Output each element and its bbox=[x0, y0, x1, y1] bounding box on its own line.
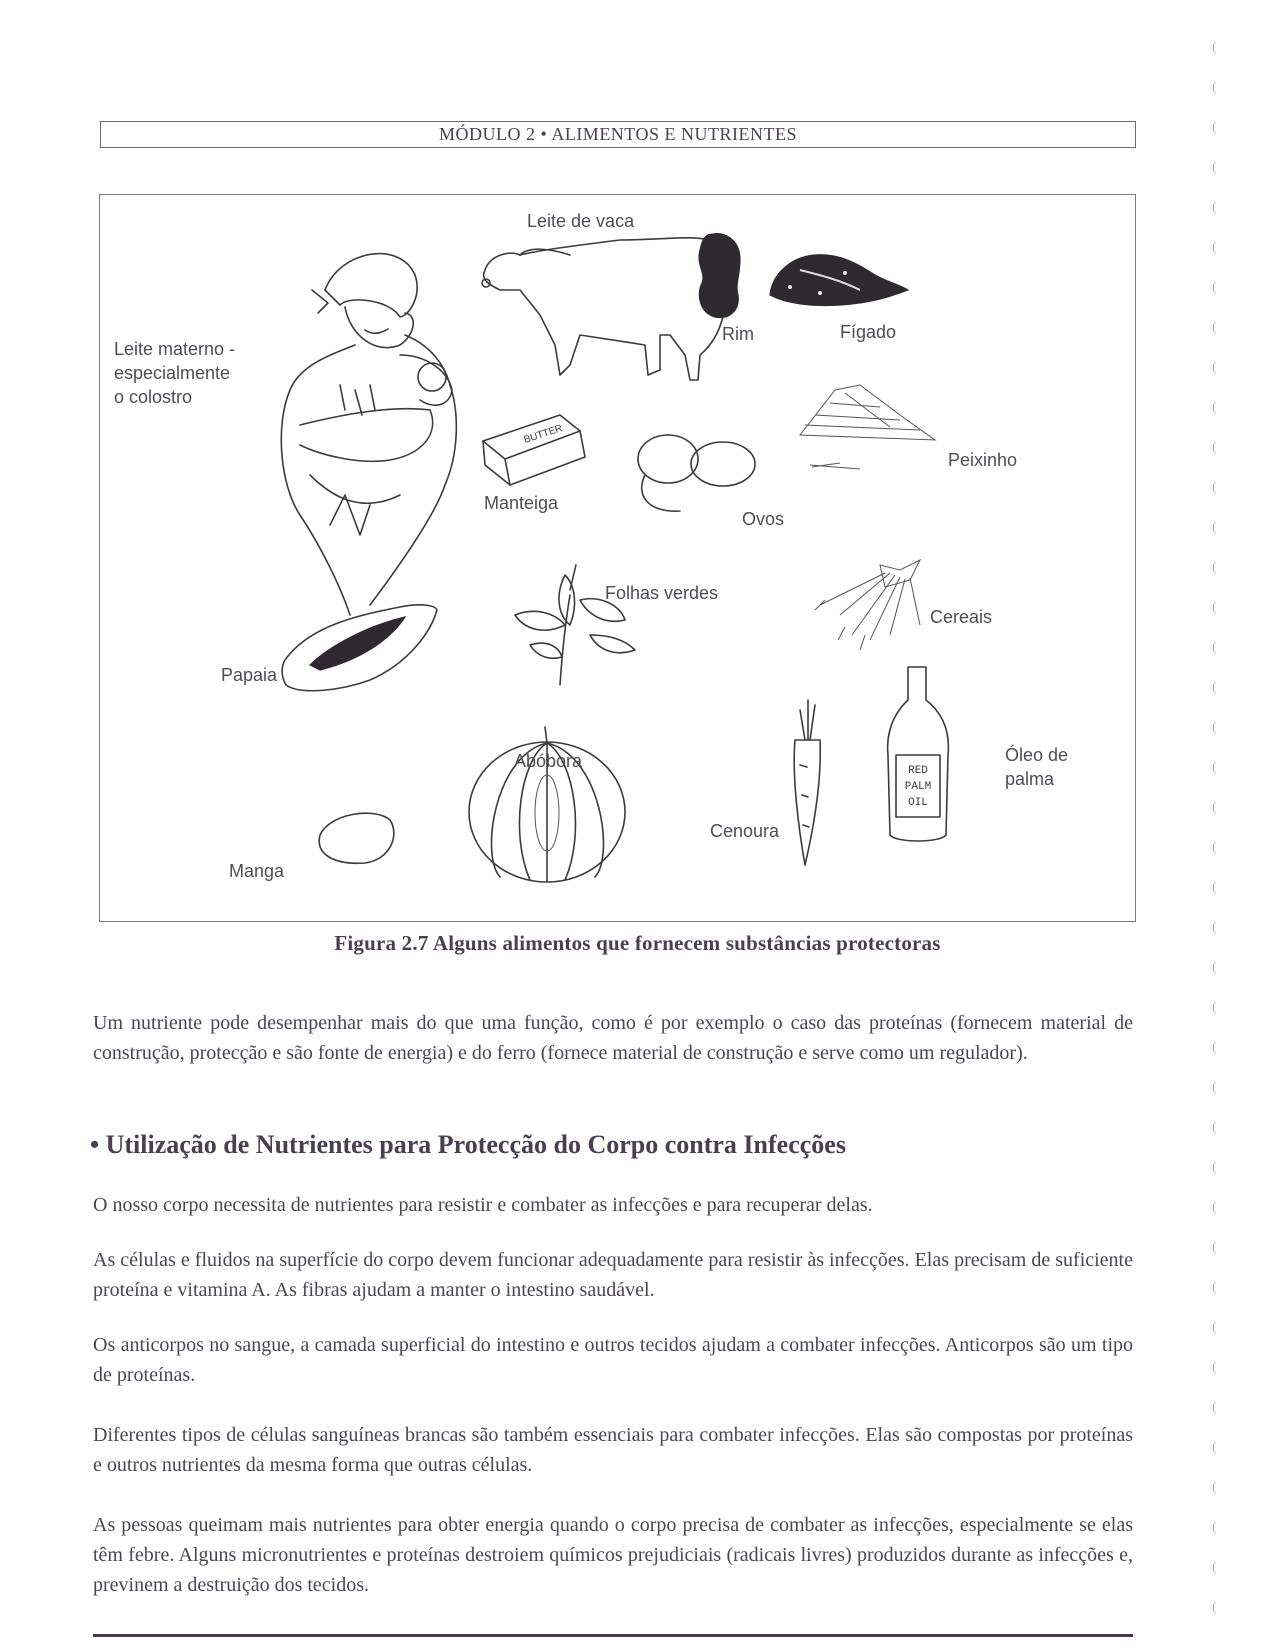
label-breast-milk bbox=[114, 337, 235, 409]
margin-mark: ( bbox=[1212, 1120, 1217, 1135]
margin-mark: ( bbox=[1212, 520, 1217, 535]
margin-mark: ( bbox=[1212, 160, 1217, 175]
margin-mark: ( bbox=[1212, 280, 1217, 295]
figure-drawings bbox=[100, 195, 1137, 923]
label-palm-oil-line-2: palma bbox=[1005, 769, 1055, 789]
margin-mark: ( bbox=[1212, 920, 1217, 935]
margin-mark: ( bbox=[1212, 1280, 1217, 1295]
label-papaya: Papaia bbox=[221, 665, 278, 685]
palm-oil-bottle-illustration bbox=[888, 667, 949, 841]
cereals-illustration bbox=[815, 560, 920, 650]
margin-mark: ( bbox=[1212, 200, 1217, 215]
label-butter: Manteiga bbox=[484, 493, 559, 513]
margin-mark: ( bbox=[1212, 840, 1217, 855]
margin-mark: ( bbox=[1212, 1160, 1217, 1175]
margin-mark: ( bbox=[1212, 400, 1217, 415]
module-header bbox=[100, 121, 1136, 148]
papaya-illustration bbox=[282, 605, 437, 691]
margin-mark: ( bbox=[1212, 480, 1217, 495]
mango-illustration bbox=[319, 813, 394, 863]
label-kidney: Rim bbox=[722, 324, 754, 344]
bottle-label-palm: PALM bbox=[904, 781, 932, 793]
butter-illustration bbox=[483, 415, 585, 485]
label-carrot: Cenoura bbox=[710, 821, 780, 841]
label-small-fish: Peixinho bbox=[948, 450, 1018, 470]
margin-mark: ( bbox=[1212, 40, 1217, 55]
module-title: MÓDULO 2 • ALIMENTOS E NUTRIENTES bbox=[439, 124, 797, 144]
margin-mark: ( bbox=[1212, 1000, 1217, 1015]
margin-mark: ( bbox=[1212, 600, 1217, 615]
margin-mark: ( bbox=[1212, 320, 1217, 335]
margin-mark: ( bbox=[1212, 1200, 1217, 1215]
carrot-illustration bbox=[794, 700, 820, 865]
margin-mark: ( bbox=[1212, 560, 1217, 575]
figure-caption: Figura 2.7 Alguns alimentos que fornecem substâncias protectoras bbox=[334, 931, 941, 955]
bottom-divider bbox=[93, 1634, 1133, 1637]
body-paragraph: Diferentes tipos de células sanguíneas brancas são também essenciais para combater infecções. Elas são compostas por proteínas e outros nutrientes da mesma forma que outras células. bbox=[93, 1424, 1133, 1476]
label-breast-milk-line-3: o colostro bbox=[114, 387, 193, 407]
body-paragraph: As células e fluidos na superfície do corpo devem funcionar adequadamente para resistir às infecções. Elas precisam de suficiente proteína e vitamina A. As fibras ajudam a manter o intestino saudável. bbox=[93, 1249, 1133, 1301]
margin-mark: ( bbox=[1212, 1040, 1217, 1055]
margin-mark: ( bbox=[1212, 720, 1217, 735]
margin-mark: ( bbox=[1212, 640, 1217, 655]
margin-mark: ( bbox=[1212, 960, 1217, 975]
label-green-leaves: Folhas verdes bbox=[605, 583, 719, 603]
margin-mark: ( bbox=[1212, 1440, 1217, 1455]
label-liver: Fígado bbox=[840, 322, 897, 342]
kidney-illustration bbox=[699, 234, 740, 318]
label-eggs: Ovos bbox=[742, 509, 785, 529]
label-palm-oil bbox=[1005, 743, 1068, 791]
mother-breastfeeding-illustration bbox=[281, 254, 456, 615]
margin-mark: ( bbox=[1212, 880, 1217, 895]
label-breast-milk-line-1: Leite materno - bbox=[114, 339, 236, 359]
margin-mark: ( bbox=[1212, 240, 1217, 255]
margin-mark: ( bbox=[1212, 1080, 1217, 1095]
bottle-label-red: RED bbox=[908, 765, 928, 777]
label-cow-milk: Leite de vaca bbox=[527, 211, 635, 231]
margin-mark: ( bbox=[1212, 80, 1217, 95]
body-paragraph: O nosso corpo necessita de nutrientes para resistir e combater as infecções e para recuperar delas. bbox=[93, 1194, 873, 1216]
bottle-label-oil: OIL bbox=[908, 797, 928, 809]
figure-illustration bbox=[99, 194, 1136, 922]
intro-paragraph: Um nutriente pode desempenhar mais do que uma função, como é por exemplo o caso das proteínas (fornecem material de construção, protecção e são fonte de energia) e do ferro (fornece material de construção e serve como um regulador). bbox=[93, 1012, 1133, 1064]
label-breast-milk-line-2: especialmente bbox=[114, 363, 231, 383]
butter-pack-text: BUTTER bbox=[522, 423, 564, 446]
liver-illustration bbox=[770, 255, 908, 306]
margin-mark: ( bbox=[1212, 760, 1217, 775]
margin-mark: ( bbox=[1212, 1560, 1217, 1575]
margin-mark: ( bbox=[1212, 1240, 1217, 1255]
body-paragraph: As pessoas queimam mais nutrientes para obter energia quando o corpo precisa de combater as infecções, especialmente se elas têm febre. Alguns micronutrientes e proteínas destroiem químicos prejudiciais (radicais livres) produzidos durante as infecções e, previnem a destruição dos tecidos. bbox=[93, 1514, 1133, 1596]
margin-mark: ( bbox=[1212, 120, 1217, 135]
margin-mark: ( bbox=[1212, 1360, 1217, 1375]
margin-mark: ( bbox=[1212, 1320, 1217, 1335]
label-palm-oil-line-1: Óleo de bbox=[1005, 745, 1069, 765]
body-paragraph: Os anticorpos no sangue, a camada superficial do intestino e outros tecidos ajudam a combater infecções. Anticorpos são um tipo de proteínas. bbox=[93, 1334, 1133, 1386]
label-pumpkin: Abóbora bbox=[514, 751, 583, 771]
section-heading: • Utilização de Nutrientes para Protecção do Corpo contra Infecções bbox=[90, 1130, 846, 1159]
margin-mark: ( bbox=[1212, 680, 1217, 695]
eggs-illustration bbox=[638, 435, 755, 511]
margin-mark: ( bbox=[1212, 1480, 1217, 1495]
label-cereals: Cereais bbox=[930, 607, 993, 627]
margin-mark: ( bbox=[1212, 1600, 1217, 1615]
label-mango: Manga bbox=[229, 861, 285, 881]
margin-mark: ( bbox=[1212, 360, 1217, 375]
cow-illustration bbox=[482, 238, 727, 380]
margin-mark: ( bbox=[1212, 1400, 1217, 1415]
small-fish-illustration bbox=[800, 385, 935, 469]
margin-mark: ( bbox=[1212, 440, 1217, 455]
margin-mark: ( bbox=[1212, 1520, 1217, 1535]
margin-mark: ( bbox=[1212, 800, 1217, 815]
